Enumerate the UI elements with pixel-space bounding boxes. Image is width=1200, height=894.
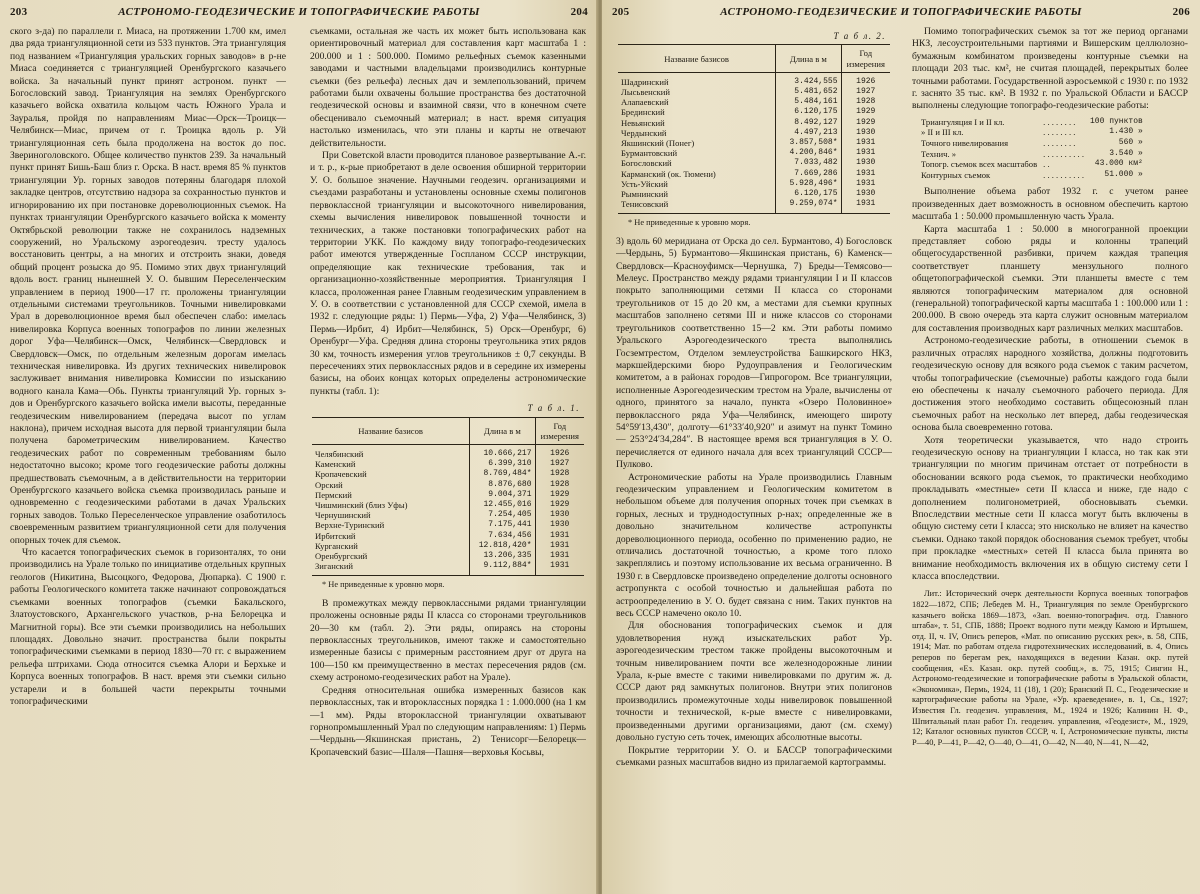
list-item bbox=[918, 138, 1146, 149]
paragraph: Астрономо-геодезические работы, в отношении съемок в различных отраслях народного хозяйства, должны подготовить геодезическую основу для всякого рода съемок с таким расчетом, чтобы топографические (съемочные) работы каждого года были ею обеспечены к началу съемочного рабочего периода. Для достижения этого необходимо составить общесоюзный план съемочных работ на несколько лет вперед, дабы геодезическая основа была своевременно готова. bbox=[912, 335, 1188, 434]
table-1-header-year: Год измерения bbox=[535, 417, 584, 444]
measure-year: 1931 bbox=[535, 531, 584, 541]
base-length: 7.669,286 bbox=[776, 169, 841, 179]
table-row bbox=[312, 449, 584, 459]
table-row bbox=[312, 500, 584, 510]
base-length: 6.120,175 bbox=[776, 107, 841, 117]
table-2-block bbox=[618, 30, 890, 230]
paragraph: Покрытие территории У. О. и БАССР топографическими съемками разных масштабов видно из прилагаемой картограммы. bbox=[616, 744, 892, 768]
measure-year: 1931 bbox=[535, 541, 584, 551]
base-name: Ирбитский bbox=[315, 530, 356, 541]
base-length: 12.818,420* bbox=[470, 541, 535, 551]
paragraph: Для обоснования топографических съемок и для удовлетворения нужд изыскательских работ Ур. аэрогеодезическим трестом также пройдены высокоточным и точным нивелированием почти все железнодорожные линии Урала, к-рые вместе с такими нивелировками по другим ж. д. СССР дают ряд замкнутых полигонов. Внутри этих полигонов производились промежуточные ходы нивелировок повышенной точности и технической, к-рые вместе с нивелировками, произведенными другими организациями, дают (см. схему) довольно густую сеть точек, имеющих абсолютные высоты. bbox=[616, 620, 892, 744]
base-length: 10.666,217 bbox=[470, 449, 535, 459]
measure-year: 1930 bbox=[841, 158, 890, 168]
base-name: Якшинский (Понег) bbox=[621, 138, 695, 149]
paragraph: Средняя относительная ошибка измеренных базисов как первоклассных, так и второклассных порядка 1 : 1.000.000 (на 1 км—1 мм). Ряды второклассной триангуляции охватывают горнопромышленный Урал по следующим направлениям: 1) Пермь—Чердынь—Якшинская пристань, 2) Тенисорг—Белорецк—Кропачевский базис—Шаля—Пашня—верховья Косьвы, bbox=[310, 684, 586, 758]
base-name: Богословский bbox=[621, 158, 672, 169]
paragraph: При Советской власти проводится плановое развертывание А.-г. и т. р., к-рые приобретают в деле освоения обширной территории У. О. большое значение. Научными геодезич. организациями и съездами разработаны и установлены основные схемы полигонов первоклассной триангуляции и высокоточного нивелирования, схемы вычисления нивелировок повышенной точности и технических, а также постановки топографических работ на территории УКК. По каждому виду топографо-геодезических работ имеются утвержденные Госпланом СССР инструкции, определяющие как технические требования, так и организационно-хозяйственные мероприятия. Триангуляция I класса, проложенная ранее Главным геодезическим управлением в У. О. в соответствии с установленной для СССР схемой, имела в 1932 г. следующие ряды: 1) Пермь—Уфа, 2) Уфа—Челябинск, 3) Пермь—Ирбит, 4) Ирбит—Челябинск, 5) Орск—Оренбург, 6) Оренбург—Уфа. Средняя длина стороны треугольника этих рядов 30 км, точность измерения углов треугольников ± 0,7 секунды. В пересечениях этих первоклассных рядов и в середине их измерены базисы, на обоих концах которых определены астрономические пункты (табл. 1): bbox=[310, 150, 586, 397]
base-name: Орский bbox=[315, 479, 343, 490]
table-2-header-year: Год измерения bbox=[841, 45, 890, 72]
base-length: 6.399,310 bbox=[470, 459, 535, 469]
measure-year: 1928 bbox=[841, 97, 890, 107]
table-row bbox=[618, 189, 890, 199]
paragraph: съемками, остальная же часть их может быть использована как ориентировочный материал для составления карт масштаба 1 : 200.000 и 1 : 500.000. Помимо рельефных съемок казенными заводами и частными владельцами производились контурные съемки (без рельефа) лесных дач и землепользований, причем работами были охвачены большие пространства без достаточной геодезической основы и взаимной связи, что в конечном счете обесценивало съемочный материал; в наст. время ситуация настолько изменилась, что эти планы и карты не отвечают действительности. bbox=[310, 26, 586, 149]
base-length: 5.928,496* bbox=[776, 179, 841, 189]
table-1-footnote: * Не приведенные к уровню моря. bbox=[322, 580, 445, 590]
base-length: 7.175,441 bbox=[470, 520, 535, 530]
list-item bbox=[918, 127, 1146, 138]
measure-year: 1931 bbox=[535, 561, 584, 576]
base-name: Алапаевский bbox=[621, 97, 669, 108]
base-length: 9.004,371 bbox=[470, 490, 535, 500]
work-amount: 3.540 » bbox=[1109, 148, 1143, 158]
table-row bbox=[618, 158, 890, 168]
base-name: Брединский bbox=[621, 107, 665, 118]
paragraph: В промежутках между первоклассными рядами триангуляции проложены основные ряды II класса со сторонами треугольников 20—30 км (табл. 2). Эти ряды, опираясь на стороны первоклассных треугольников, имеют также и самостоятельно измеренные базисы с примерным расстоянием друг от друга на 100—150 км преимущественно в местах пересечения рядов (см. схему астрономо-геодезических работ на Урале). bbox=[310, 597, 586, 684]
measure-year: 1928 bbox=[535, 469, 584, 479]
paragraph: Что касается топографических съемок в горизонталях, то они производились на Урале только по инициативе отдельных крупных геологов (Никитина, Высоцкого, Федорова, Дюпарка). С 1900 г. работы Геологического комитета также начинают сопровождаться съемками военных топографов (съемки Бакальского, Златоустовского, Архангельского участков, р-на Белорецка и Магнитной горы). Все эти съемки производились на небольших площадях. Довольно значит. пространства были покрыты топографическими съемками в период 1830—70 гг. с выражением рельефа штрихами. Сюда относится съемка Алори и Берхьке и Корпуса военных топографов. В наст. время эти съемки сильно устарели и в большей части перекрыты точными топографическими bbox=[10, 547, 286, 707]
measure-year: 1931 bbox=[841, 138, 890, 148]
list-item bbox=[918, 149, 1146, 160]
base-length: 7.033,482 bbox=[776, 158, 841, 168]
base-length: 4.200,846* bbox=[776, 148, 841, 158]
base-name: Каменский bbox=[315, 459, 356, 470]
measure-year: 1930 bbox=[535, 520, 584, 530]
base-length: 3.424,555 bbox=[776, 77, 841, 87]
work-volume-list bbox=[918, 117, 1146, 181]
base-name: Челябинский bbox=[315, 449, 364, 459]
leader-dots: . . . . . . . . . . bbox=[1043, 169, 1084, 180]
table-row bbox=[312, 510, 584, 520]
work-type: Точного нивелирования bbox=[921, 138, 1009, 149]
table-row bbox=[618, 179, 890, 189]
leader-dots: . . bbox=[1043, 159, 1050, 170]
column-3 bbox=[616, 26, 892, 888]
measure-year: 1929 bbox=[535, 490, 584, 500]
table-2-caption: Т а б л. 2. bbox=[833, 31, 886, 41]
column-4 bbox=[912, 26, 1188, 888]
table-row bbox=[618, 118, 890, 128]
work-amount: 100 пунктов bbox=[1089, 116, 1143, 126]
base-name: Карманский (ок. Тюмени) bbox=[621, 168, 716, 179]
leader-dots: . . . . . . . . bbox=[1043, 138, 1076, 149]
base-length: 9.112,884* bbox=[470, 561, 535, 576]
table-row bbox=[618, 87, 890, 97]
base-length: 3.857,508* bbox=[776, 138, 841, 148]
work-amount: 51.000 » bbox=[1104, 169, 1143, 179]
page-number-205: 205 bbox=[612, 6, 630, 18]
work-amount: 43.000 км² bbox=[1094, 159, 1143, 169]
measure-year: 1930 bbox=[841, 128, 890, 138]
base-length: 5.484,161 bbox=[776, 97, 841, 107]
measure-year: 1930 bbox=[535, 510, 584, 520]
table-row bbox=[312, 459, 584, 469]
list-item bbox=[918, 159, 1146, 170]
table-2 bbox=[618, 44, 890, 214]
base-name: Невьянский bbox=[621, 117, 665, 128]
base-name: Верхне-Туринский bbox=[315, 520, 385, 531]
base-name: Шадринский bbox=[621, 76, 669, 87]
paragraph: ского з-да) по параллели г. Миаса, на протяжении 1.700 км, имел два ряда триангуляционной сети из 533 пунктов. Эта триангуляция под названием «Триангуляция уральских горных заводов» в р-не Миаса соединяется с триангуляцией Оренбургского казачьего войска. За начальный пункт принят астроном. пункт — Богословский завод. Триангуляция на землях Оренбургского казачьего войска охватила кольцом часть Южного Урала и Зауралья, пройдя по направлениям Миас—Орск—Троицк—Челябинск—Миас, причем от г. Троицка вдоль р. Уй триангуляционная сеть была продолжена на восток до пос. Звериноголовского. Общее количество пунктов 239. За начальный пункт принят Бишь-Баш близ г. Орска. В наст. время 85 % пунктов триангуляции Ур. горных заводов потеряны благодаря плохой закладке центров, отсутствию надзора за сохранностью пунктов и игнорированию их при постановке дореволюционных съемок. На пунктах триангуляции Оренбургского казачьего войска к моменту Октябрьской революции также не сохранилось надземных сооружений, но Уральскому аэрогеодезич. тресту удалось восстановить центры, а на многих и отстроить знаки, доведя общий процент розыска до 95. Помимо этих двух триангуляций вдоль вост. границ нынешней У. О. бывшим Переселенческим управлением в период 1900—17 гг. проложены триангуляции отдельными системами треугольников. Точными нивелировками Урал в дореволюционное время был обеспечен слабо: имелась нивелировка Корпуса военных топографов по линии железных дорог Уфа—Челябинск—Омск, Челябинск—Свердловск и Свердловск—Омск, по отдельным железным дорогам имелась техническая нивелировка. Из других технических нивелировок заслуживает внимания нивелировка Комиссии по изысканию водного канала Кама—Обь. Пункты триангуляций Ур. горных з-дов и Оренбургского казачьего войска имели высоты, переданные геодезическим нивелированием (передача высот по углам наклона), причем исходная высота для первой триангуляции была получена барометрическим нивелированием. Качество геодезических работ по современным требованиям было недостаточно высоко; кроме того геодезические работы должны предшествовать съемочным, а в действительности на территории Оренбургского казачьего войска съемка производилась раньше и одновременно с геодезическими работами в дачах Уральских горных заводов. Только Переселенческое управление озаботилось своевременным развитием триангуляционной сети для получения опорных точек для съемок. bbox=[10, 26, 286, 546]
base-name: Чердынский bbox=[621, 127, 667, 138]
running-title: АСТРОНОМО-ГЕОДЕЗИЧЕСКИЕ И ТОПОГРАФИЧЕСКИЕ РАБОТЫ bbox=[720, 6, 1082, 18]
measure-year: 1930 bbox=[841, 189, 890, 199]
base-length: 5.481,652 bbox=[776, 87, 841, 97]
table-row bbox=[312, 480, 584, 490]
left-page bbox=[0, 0, 598, 894]
work-type: Контурных съемок bbox=[921, 169, 991, 180]
leader-dots: . . . . . . . . . . bbox=[1043, 148, 1084, 159]
table-2-footnote: * Не приведенные к уровню моря. bbox=[628, 218, 751, 228]
base-name: Лысьвенский bbox=[621, 87, 670, 98]
table-1-header-length: Длина в м bbox=[470, 417, 535, 444]
paragraph: Выполнение объема работ 1932 г. с учетом ранее произведенных дает возможность в основном обеспечить картою масштаба 1 : 50.000 промышленную часть Урала. bbox=[912, 186, 1188, 223]
table-row bbox=[312, 561, 584, 576]
running-title: АСТРОНОМО-ГЕОДЕЗИЧЕСКИЕ И ТОПОГРАФИЧЕСКИЕ РАБОТЫ bbox=[118, 6, 480, 18]
base-name: Курганский bbox=[315, 540, 358, 551]
table-2-header-length: Длина в м bbox=[776, 45, 841, 72]
work-amount: 1.430 » bbox=[1109, 127, 1143, 137]
base-name: Чишминский (близ Уфы) bbox=[315, 500, 408, 511]
paragraph: Астрономические работы на Урале производились Главным геодезическим управлением и Геологическим комитетом в небольшом объеме для получения опорных точек при съемках в горных, лесных и труднодоступных р-нах; определенные же в довольно значительном количестве астропункты дореволюционного периода, особенно по применению радио, не отличались достаточной точностью, а кроме того плохо закреплялись и поэтому использование их весьма ограниченно. В 1930 г. в Свердловске произведено определение долготы основного астропункта с особой точностью и дальнейшая работа по астроопределению в У. О. будет связана с ним. Таких пунктов на весь СССР намечено около 10. bbox=[616, 471, 892, 620]
base-length: 7.634,456 bbox=[470, 531, 535, 541]
base-name: Рымнинский bbox=[621, 189, 668, 200]
work-type: » II и III кл. bbox=[921, 127, 964, 138]
measure-year: 1929 bbox=[535, 500, 584, 510]
table-1-header-name: Название базисов bbox=[312, 417, 470, 444]
table-1-block bbox=[312, 402, 584, 592]
page-number-204: 204 bbox=[570, 6, 588, 18]
table-row bbox=[312, 551, 584, 561]
base-length: 7.254,405 bbox=[470, 510, 535, 520]
base-length: 4.497,213 bbox=[776, 128, 841, 138]
base-name: Оренбургский bbox=[315, 551, 368, 562]
measure-year: 1931 bbox=[841, 169, 890, 179]
table-row bbox=[312, 490, 584, 500]
table-row bbox=[618, 169, 890, 179]
work-type: Триангуляция I и II кл. bbox=[921, 116, 1005, 127]
table-row bbox=[618, 199, 890, 214]
base-length: 8.492,127 bbox=[776, 118, 841, 128]
table-row bbox=[618, 97, 890, 107]
base-length: 12.455,016 bbox=[470, 500, 535, 510]
base-name: Зиганский bbox=[312, 561, 470, 576]
base-name: Усть-Уйский bbox=[621, 178, 668, 189]
table-1-caption: Т а б л. 1. bbox=[527, 403, 580, 414]
paragraph: Помимо топографических съемок за тот же период органами НКЗ, лесоустроительными партиями и Вишерским целлюлозно-бумажным комбинатом произведены контурные съемки на площади 203 тыс. км², не считая площадей, перекрытых более точными работами. Государственной аэросъемкой с 1930 г. по 1932 г. заснято 35 тыс. км². В 1932 г. по Уральской Области и БАССР выполнены следующие топографо-геодезические работы: bbox=[912, 26, 1188, 112]
right-page-header bbox=[612, 6, 1190, 22]
paragraph: Карта масштаба 1 : 50.000 в многогранной проекции представляет собою ряды и колонны трапеций общегосударственной разбивки, причем каждая трапеция соответствует планшету мензульного полного общетопографической съемки. Эти планшеты вместе с тем являются топографическим материалом для основной (генеральной) топографической карты масштаба 1 : 100.000 или 1 : 200.000. В свою очередь эта карта служит основным материалом для составления производных карт различных мелких масштабов. bbox=[912, 223, 1188, 334]
page-number-206: 206 bbox=[1172, 6, 1190, 18]
base-length: 6.120,175 bbox=[776, 189, 841, 199]
measure-year: 1931 bbox=[841, 148, 890, 158]
measure-year: 1928 bbox=[535, 480, 584, 490]
base-length: 9.259,074* bbox=[776, 199, 841, 214]
measure-year: 1926 bbox=[535, 449, 584, 459]
literature-text: Лит.: Исторический очерк деятельности Корпуса военных топографов 1822—1872, СПБ; Лебедев М. Н., Триангуляция по земле Оренбургского казачьего войска 1869—1873, «Зап. военно-топографич. отд. Главного штаба», т. 51, СПБ, 1888; Проект водного пути между Камою и Иртышем, отд. II, ч. IV, Описъ реперов, «Мат. по описанию русских рек», в. 58, СПБ, 1914; Мат. по работам отдела гидротехнических исследований, в. 4, Опись реперов по берегам рек, находящихся в ведении Казан. окр. путей сообщения, «Ез. Казан. окр. путей сообщ.», в. 75, 1915; Сингин Н., Астрономо-геодезические и топографические работы в Уральской области, «Экономика», Пермь, 1924, 11 (18), 1 (20); Бранский П. С., Геодезические и картографические работы на Урале, «Ур. краеведение», в. 1, Св., 1927; Известия Гл. геодезич. управления, М., 1924 и 1926; Калинин Н. Ф., Шпитальный план работ Гл. геодезич. управления, «Геодезист», М., 1929, 12; Каталог основных пунктов СССР, ч. I, Астрономические пункты, листы Р—40, Р—41, Р—42, О—40, О—41, О—42, N—40, N—41, N—42, bbox=[912, 589, 1188, 747]
measure-year: 1926 bbox=[841, 77, 890, 87]
measure-year: 1929 bbox=[841, 107, 890, 117]
base-length: 8.876,680 bbox=[470, 480, 535, 490]
left-page-header bbox=[10, 6, 588, 22]
table-row bbox=[618, 77, 890, 87]
base-name: Чернушинский bbox=[315, 510, 371, 521]
measure-year: 1931 bbox=[841, 199, 890, 214]
table-row bbox=[312, 469, 584, 479]
table-row bbox=[618, 138, 890, 148]
measure-year: 1927 bbox=[841, 87, 890, 97]
measure-year: 1931 bbox=[535, 551, 584, 561]
measure-year: 1927 bbox=[535, 459, 584, 469]
column-2 bbox=[310, 26, 586, 888]
table-row bbox=[312, 541, 584, 551]
leader-dots: . . . . . . . . bbox=[1043, 127, 1076, 138]
column-1 bbox=[10, 26, 286, 888]
paragraph: 3) вдоль 60 меридиана от Орска до сел. Бурмантово, 4) Богословск—Чердынь, 5) Бурмантово—Якшинская пристань, 6) Каменск—Свердловск—Красноуфимск—Чернушка, 7) Бреды—Темясово—Мелеус. Пространство между рядами триангуляции I и II классов покрыто заполняющими сетями II класса со сторонами треугольников от 15 до 20 км, а местами для съемки крупных масштабов заполнено сетями III и ниже классов со сторонами треугольников соответственно 15—2 км. Эти работы помимо Уральского Аэрогеодезического треста выполнялись Госземтрестом, Отделом землеустройства Башкирского НКЗ, маркшейдерскими бюро Рудоуправления и Геологическим комитетом, а в районах городов—Гипрогором. Все триангуляции, исполненные Аэрогеодезическим трестом на Урале, вычислены от одного, принятого за начало, пункта «Озеро Половинное» первоклассного ряда Уфа—Челябинск, имеющего широту 54°59′13,430″, долготу—61°33′40,920″ и азимут на пункт Томино — 253°24′34,284″. В настоящее время вся триангуляция в У. О. перечисляется от единого начала для всех триангуляций СССР—Пулково. bbox=[616, 235, 892, 471]
table-row bbox=[312, 520, 584, 530]
leader-dots: . . . . . . . . bbox=[1043, 116, 1076, 127]
base-name: Тенисовский bbox=[618, 199, 776, 214]
work-type: Топогр. съемок всех масштабов bbox=[921, 159, 1038, 170]
right-page bbox=[602, 0, 1200, 894]
table-1 bbox=[312, 417, 584, 577]
table-row bbox=[618, 107, 890, 117]
page-number-203: 203 bbox=[10, 6, 28, 18]
work-type: Технич. » bbox=[921, 148, 957, 159]
measure-year: 1929 bbox=[841, 118, 890, 128]
measure-year: 1931 bbox=[841, 179, 890, 189]
table-2-header-name: Название базисов bbox=[618, 45, 776, 72]
table-row bbox=[312, 531, 584, 541]
literature-list bbox=[912, 589, 1188, 748]
list-item bbox=[918, 117, 1146, 128]
table-row bbox=[618, 148, 890, 158]
base-length: 8.769,484* bbox=[470, 469, 535, 479]
base-name: Кропачевский bbox=[315, 469, 367, 480]
list-item bbox=[918, 170, 1146, 181]
work-amount: 560 » bbox=[1118, 138, 1143, 148]
table-row bbox=[618, 128, 890, 138]
base-length: 13.206,335 bbox=[470, 551, 535, 561]
base-name: Бурмантовский bbox=[621, 148, 678, 159]
base-name: Пермский bbox=[315, 489, 352, 500]
paragraph: Хотя теоретически указывается, что надо строить геодезическую основу на триангуляции I класса, но так как эти триангуляции по многим причинам отстает от потребности в обосновании всякого рода съемок, то практически необходимо прокладывать «местные» сети II класса и ниже, где надо с дополнением полигонометрией, обосновывать съемки. Впоследствии местные сети II класса могут быть включены в общую систему сети I класса; это нисколько не влияет на качество съемки. Однако такой порядок обоснования съемок требует, чтобы при прокладке «местных» сетей II класса была принята во внимание необходимость включения их в общую систему сети I класса впоследствии. bbox=[912, 434, 1188, 582]
